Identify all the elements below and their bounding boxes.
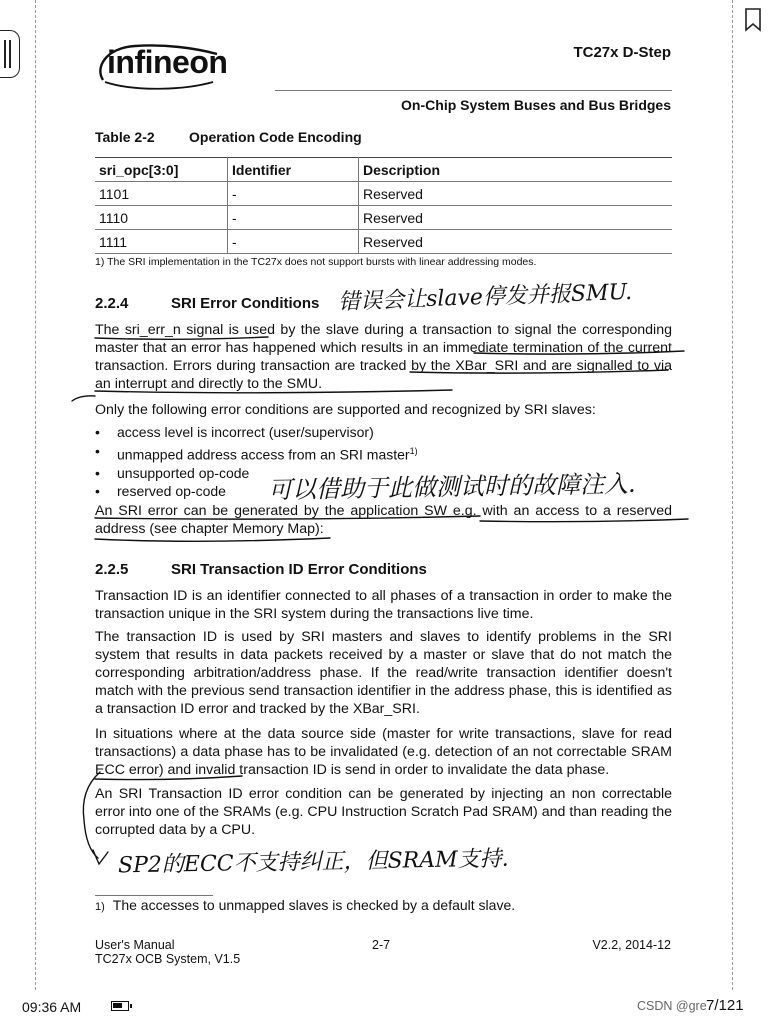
- paragraph: The sri_err_n signal is used by the slave during a transaction to signal the corresponding master that an error has happened which results in an immediate termination of the current transaction. Errors during transaction are tracked by the XBar_SRI and are signalled to via an interrupt and directly to the SMU.: [95, 322, 672, 392]
- list-item: • unsupported op-code: [95, 464, 672, 483]
- table-header-cell: Description: [359, 158, 673, 182]
- paragraph: An SRI error can be generated by the application SW e.g. with an access to a reserved address (see chapter Memory Map):: [95, 503, 672, 537]
- csdn-watermark: CSDN @gre: [637, 999, 707, 1013]
- list-item-text: unmapped address access from an SRI master: [117, 446, 410, 463]
- table-row: [95, 206, 672, 230]
- handwritten-note: SP2的ECC不支持纠正，但SRAM支持.: [117, 846, 509, 879]
- footnote-divider: [95, 895, 213, 896]
- paragraph: An SRI Transaction ID error condition can be generated by injecting an non correctable error into one of the SRAMs (e.g. CPU Instruction Scratch Pad SRAM) and than reading the corrupted data by a CPU.: [95, 786, 672, 838]
- paragraph: Only the following error conditions are supported and recognized by SRI slaves:: [95, 402, 596, 418]
- handwritten-note: 错误会让slave停发并报SMU.: [337, 279, 633, 316]
- table-cell: 1111: [95, 230, 228, 254]
- section-number: 2.2.4: [95, 295, 129, 312]
- footer-doc: TC27x OCB System, V1.5: [95, 952, 241, 966]
- product-title: TC27x D-Step: [573, 44, 671, 61]
- table-cell: Reserved: [359, 206, 673, 230]
- table-header-row: [95, 158, 672, 182]
- opcode-table: [95, 157, 672, 254]
- section-number: 2.2.5: [95, 561, 129, 578]
- table-footnote: 1) The SRI implementation in the TC27x does not support bursts with linear addressing modes.: [95, 256, 537, 268]
- ink-arrow: [93, 850, 108, 864]
- list-item: [95, 442, 672, 464]
- table-cell: 1101: [95, 182, 228, 206]
- section-heading-2-2-5: [95, 561, 427, 578]
- infineon-logo-text: infineon: [107, 44, 228, 80]
- table-header-cell: Identifier: [228, 158, 359, 182]
- table-row: [95, 230, 672, 254]
- right-margin-guide: [732, 0, 733, 990]
- footer-version: V2.2, 2014-12: [592, 938, 671, 952]
- sidebar-menu-handle-icon[interactable]: [0, 30, 20, 78]
- section-heading-2-2-4: [95, 295, 319, 312]
- footnote-number: 1): [95, 901, 105, 913]
- table-cell: -: [228, 182, 359, 206]
- table-caption: [95, 129, 362, 145]
- battery-icon: [111, 1001, 129, 1011]
- footnote-ref[interactable]: 1): [409, 445, 418, 456]
- paragraph: Transaction ID is an identifier connected to all phases of a transaction in order to make the transaction unique in the SRI system during the transactions live time.: [95, 588, 672, 622]
- status-time: 09:36 AM: [22, 999, 82, 1015]
- handwritten-note: 可以借助于此做测试时的故障注入.: [267, 469, 636, 505]
- page-indicator[interactable]: 7/121: [706, 997, 744, 1014]
- table-cell: -: [228, 206, 359, 230]
- table-cell: Reserved: [359, 182, 673, 206]
- list-item: • access level is incorrect (user/supervisor): [95, 423, 672, 442]
- table-cell: -: [228, 230, 359, 254]
- page-footnote: [95, 897, 515, 913]
- section-heading-title: SRI Transaction ID Error Conditions: [171, 561, 427, 578]
- ink-curl: [72, 396, 95, 401]
- table-cell: 1110: [95, 206, 228, 230]
- table-caption-title: Operation Code Encoding: [189, 129, 362, 145]
- footer-page-number: 2-7: [372, 938, 391, 952]
- footer-manual: User's Manual: [95, 938, 175, 952]
- paragraph: The transaction ID is used by SRI masters and slaves to identify problems in the SRI system that results in data packets received by a master or slave that do not match the corresponding arbitration/address phase. If the read/write transaction identifier doesn't match with the previous send transaction identifier in the address phase, this is identified as a transaction ID error and tracked by the XBar_SRI.: [95, 629, 672, 717]
- left-margin-guide: [35, 0, 36, 990]
- table-cell: Reserved: [359, 230, 673, 254]
- table-row: [95, 182, 672, 206]
- list-item: • reserved op-code: [95, 482, 672, 501]
- section-title: On-Chip System Buses and Bus Bridges: [401, 97, 671, 113]
- header-divider: [275, 90, 672, 91]
- table-caption-number: Table 2-2: [95, 129, 155, 145]
- footnote-text: The accesses to unmapped slaves is checked by a default slave.: [112, 897, 516, 913]
- section-heading-title: SRI Error Conditions: [171, 295, 320, 312]
- ink-underline: [95, 538, 330, 541]
- paragraph: In situations where at the data source side (master for write transactions, slave for read transactions) a data phase has to be invalidated (e.g. detection of an not correctable SRAM ECC error) and invalid transaction ID is send in order to invalidate the data phase.: [95, 726, 672, 778]
- bookmark-icon[interactable]: [744, 8, 762, 32]
- table-header-cell: sri_opc[3:0]: [95, 158, 228, 182]
